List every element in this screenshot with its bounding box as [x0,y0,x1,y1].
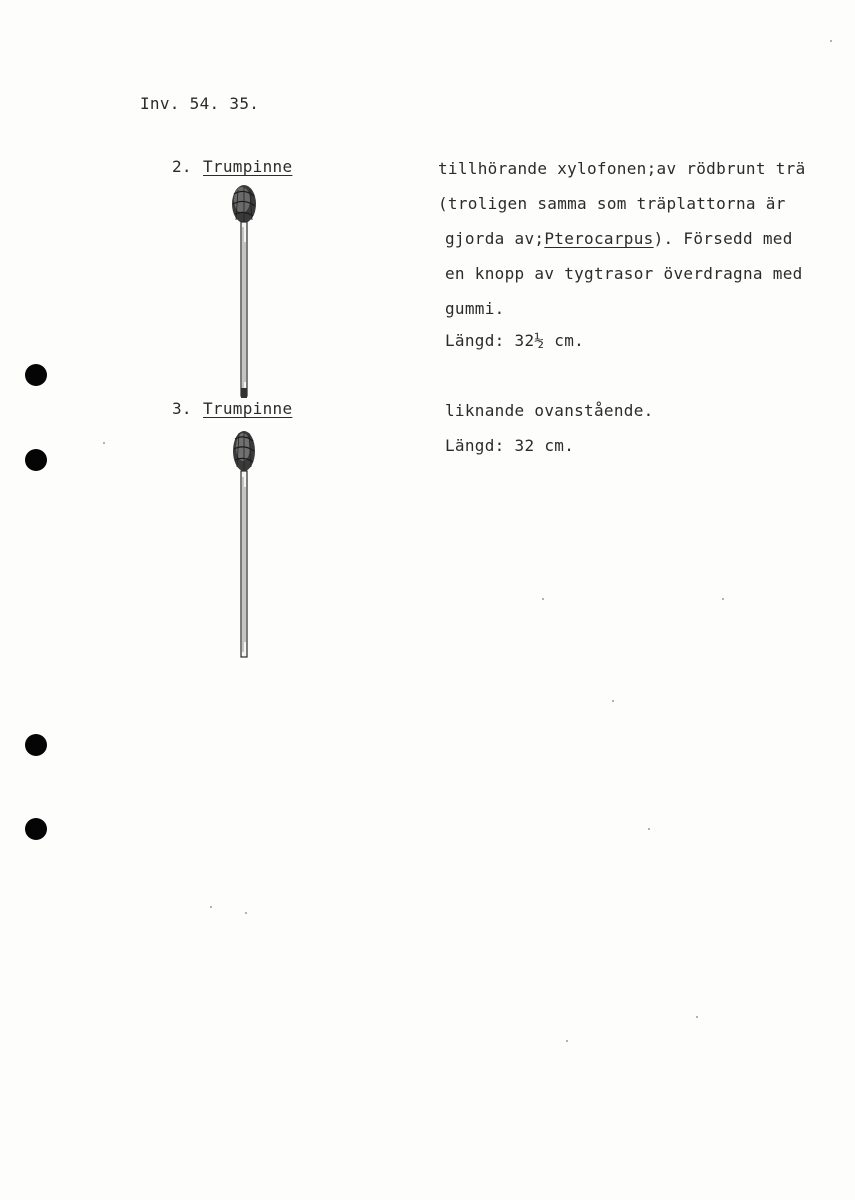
punch-hole [25,818,47,840]
paper-speck [830,40,832,42]
paper-speck [245,912,247,914]
paper-speck [542,598,544,600]
description-line: en knopp av tygtrasor överdragna med [445,264,803,283]
punch-hole [25,734,47,756]
length-text: Längd: 32 cm. [445,436,575,455]
item-number: 3. [172,399,192,418]
description-text: ). Försedd med [653,229,793,248]
inventory-heading: Inv. 54. 35. [140,94,260,113]
drumstick-shaft [241,222,247,398]
description-line: tillhörande xylofonen;av rödbrunt trä [438,159,806,178]
drumstick-head [232,185,256,223]
paper-speck [722,598,724,600]
punch-hole [25,449,47,471]
species-name: Pterocarpus [544,229,654,248]
drumstick-shaft [241,471,247,657]
description-line: liknande ovanstående. [445,401,654,420]
item-name: Trumpinne [203,157,293,176]
drumstick-illustration [224,182,264,400]
paper-speck [103,442,105,444]
drumstick-illustration [224,427,264,659]
paper-speck [210,906,212,908]
item-name: Trumpinne [203,399,293,418]
paper-speck [696,1016,698,1018]
description-line-start [445,229,793,249]
description-text: gjorda av; [445,229,545,248]
paper-speck [648,828,650,830]
item-number: 2. [172,157,192,176]
length-text: Längd: 32½ cm. [445,331,585,350]
paper-speck [566,1040,568,1042]
description-line: (troligen samma som träplattorna är [438,194,786,213]
punch-hole [25,364,47,386]
paper-speck [612,700,614,702]
description-line: gummi. [445,299,505,318]
drumstick-head [233,431,255,471]
